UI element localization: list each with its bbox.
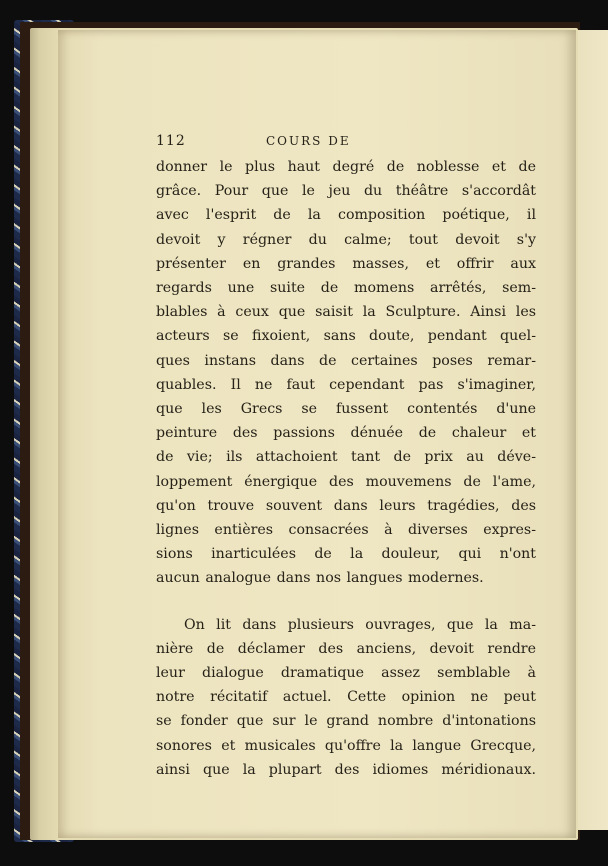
text-line: qu'on trouve souvent dans leurs tragédies, des bbox=[156, 497, 536, 514]
text-line: ques instans dans de certaines poses remar- bbox=[156, 352, 536, 369]
text-line: lignes entières consacrées à diverses expres- bbox=[156, 522, 536, 539]
text-line: donner le plus haut degré de noblesse et de bbox=[156, 159, 536, 175]
text-line: grâce. Pour que le jeu du théâtre s'accordât bbox=[156, 183, 536, 200]
text-line: nière de déclamer des anciens, devoit rendre bbox=[156, 640, 536, 657]
paragraph-1 bbox=[156, 155, 536, 591]
text-line: loppement énergique des mouvemens de l'ame, bbox=[156, 473, 536, 490]
text-line: On lit dans plusieurs ouvrages, que la ma- bbox=[184, 616, 536, 633]
text-line: sonores et musicales qu'offre la langue Grecque, bbox=[156, 737, 536, 754]
page-number: 112 bbox=[156, 133, 186, 149]
text-line: peinture des passions dénuée de chaleur et bbox=[156, 425, 536, 442]
text-line: de vie; ils attachoient tant de prix au déve- bbox=[156, 449, 536, 466]
text-line: aucun analogue dans nos langues modernes. bbox=[156, 570, 484, 587]
page-header bbox=[156, 133, 536, 155]
text-line: présenter en grandes masses, et offrir aux bbox=[156, 255, 536, 272]
text-line: se fonder que sur le grand nombre d'intonations bbox=[156, 713, 536, 730]
text-line: sions inarticulées de la douleur, qui n'ont bbox=[156, 546, 536, 563]
running-head: COURS DE bbox=[266, 134, 351, 148]
text-line: quables. Il ne faut cependant pas s'imaginer, bbox=[156, 376, 536, 393]
text-line: notre récitatif actuel. Cette opinion ne peut bbox=[156, 689, 536, 706]
text-line: que les Grecs se fussent contentés d'une bbox=[156, 401, 536, 418]
text-line: acteurs se fixoient, sans doute, pendant quel- bbox=[156, 328, 536, 345]
text-line: devoit y régner du calme; tout devoit s'y bbox=[156, 231, 536, 248]
text-line: blables à ceux que saisit la Sculpture. Ainsi les bbox=[156, 304, 536, 321]
text-line: leur dialogue dramatique assez semblable à bbox=[156, 665, 536, 682]
text-line: avec l'esprit de la composition poétique, il bbox=[156, 207, 536, 224]
paragraph-2 bbox=[156, 613, 536, 782]
page-text bbox=[156, 133, 536, 782]
text-line: regards une suite de momens arrêtés, sem- bbox=[156, 280, 536, 297]
text-line: ainsi que la plupart des idiomes méridionaux. bbox=[156, 761, 536, 778]
